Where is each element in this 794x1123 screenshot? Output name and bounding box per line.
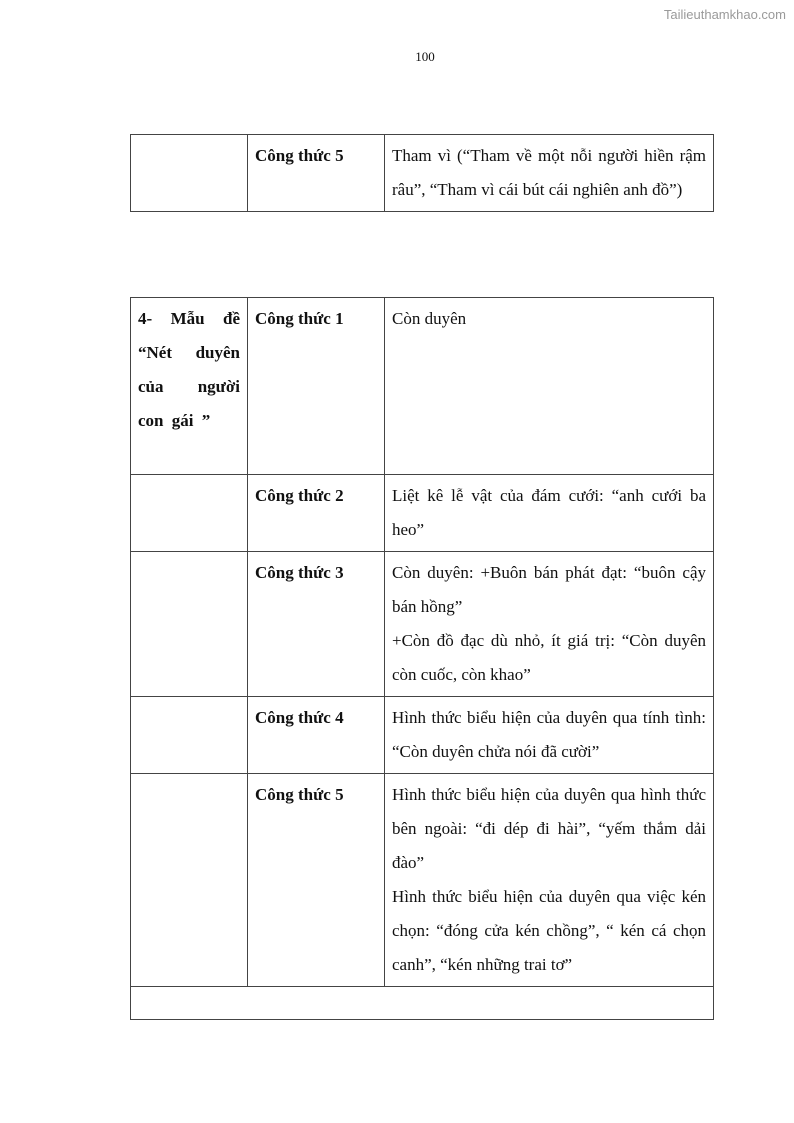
table-row [131,552,714,697]
formula-label: Công thức 2 [248,475,385,552]
footer-cell [131,987,714,1020]
content-line: Còn duyên [392,309,467,328]
formula-label: Công thức 1 [248,298,385,475]
formula-label: Công thức 4 [248,697,385,774]
topic-cell [131,475,248,552]
formula-content [385,552,714,697]
formula-content [385,475,714,552]
formula-content [385,774,714,987]
formula-content [385,298,714,475]
table-row [131,298,714,475]
formula-label: Công thức 5 [248,135,385,212]
table-footer-row [131,987,714,1020]
topic-heading: 4- Mẫu đề “Nét duyên của người con gái ” [131,298,248,475]
formula-content: Tham vì (“Tham về một nỗi người hiền rậm râu”, “Tham vì cái bút cái nghiên anh đồ”) [385,135,714,212]
table-row [131,697,714,774]
topic-cell [131,774,248,987]
table-row [131,774,714,987]
formula-table-continued [130,134,714,212]
content-line: Hình thức biểu hiện của duyên qua tính tình: “Còn duyên chửa nói đã cười” [392,708,706,761]
formula-content [385,697,714,774]
table-row [131,135,714,212]
page-number: 100 [415,49,435,64]
topic-cell [131,697,248,774]
formula-table-marriage-charm [130,297,714,1020]
content-line: +Còn đồ đạc dù nhỏ, ít giá trị: “Còn duyên còn cuốc, còn khao” [392,631,706,684]
formula-label: Công thức 3 [248,552,385,697]
formula-label: Công thức 5 [248,774,385,987]
content-line: Hình thức biểu hiện của duyên qua hình thức bên ngoài: “đi dép đi hài”, “yếm thắm dải đào” [392,785,706,872]
topic-cell [131,135,248,212]
topic-cell [131,552,248,697]
table-row [131,475,714,552]
content-line: Còn duyên: +Buôn bán phát đạt: “buôn cậy bán hồng” [392,563,706,616]
content-line: Hình thức biểu hiện của duyên qua việc kén chọn: “đóng cửa kén chồng”, “ kén cá chọn canh”, “kén những trai tơ” [392,887,706,974]
watermark: Tailieuthamkhao.com [663,7,786,22]
content-line: Liệt kê lễ vật của đám cưới: “anh cưới ba heo” [392,486,706,539]
